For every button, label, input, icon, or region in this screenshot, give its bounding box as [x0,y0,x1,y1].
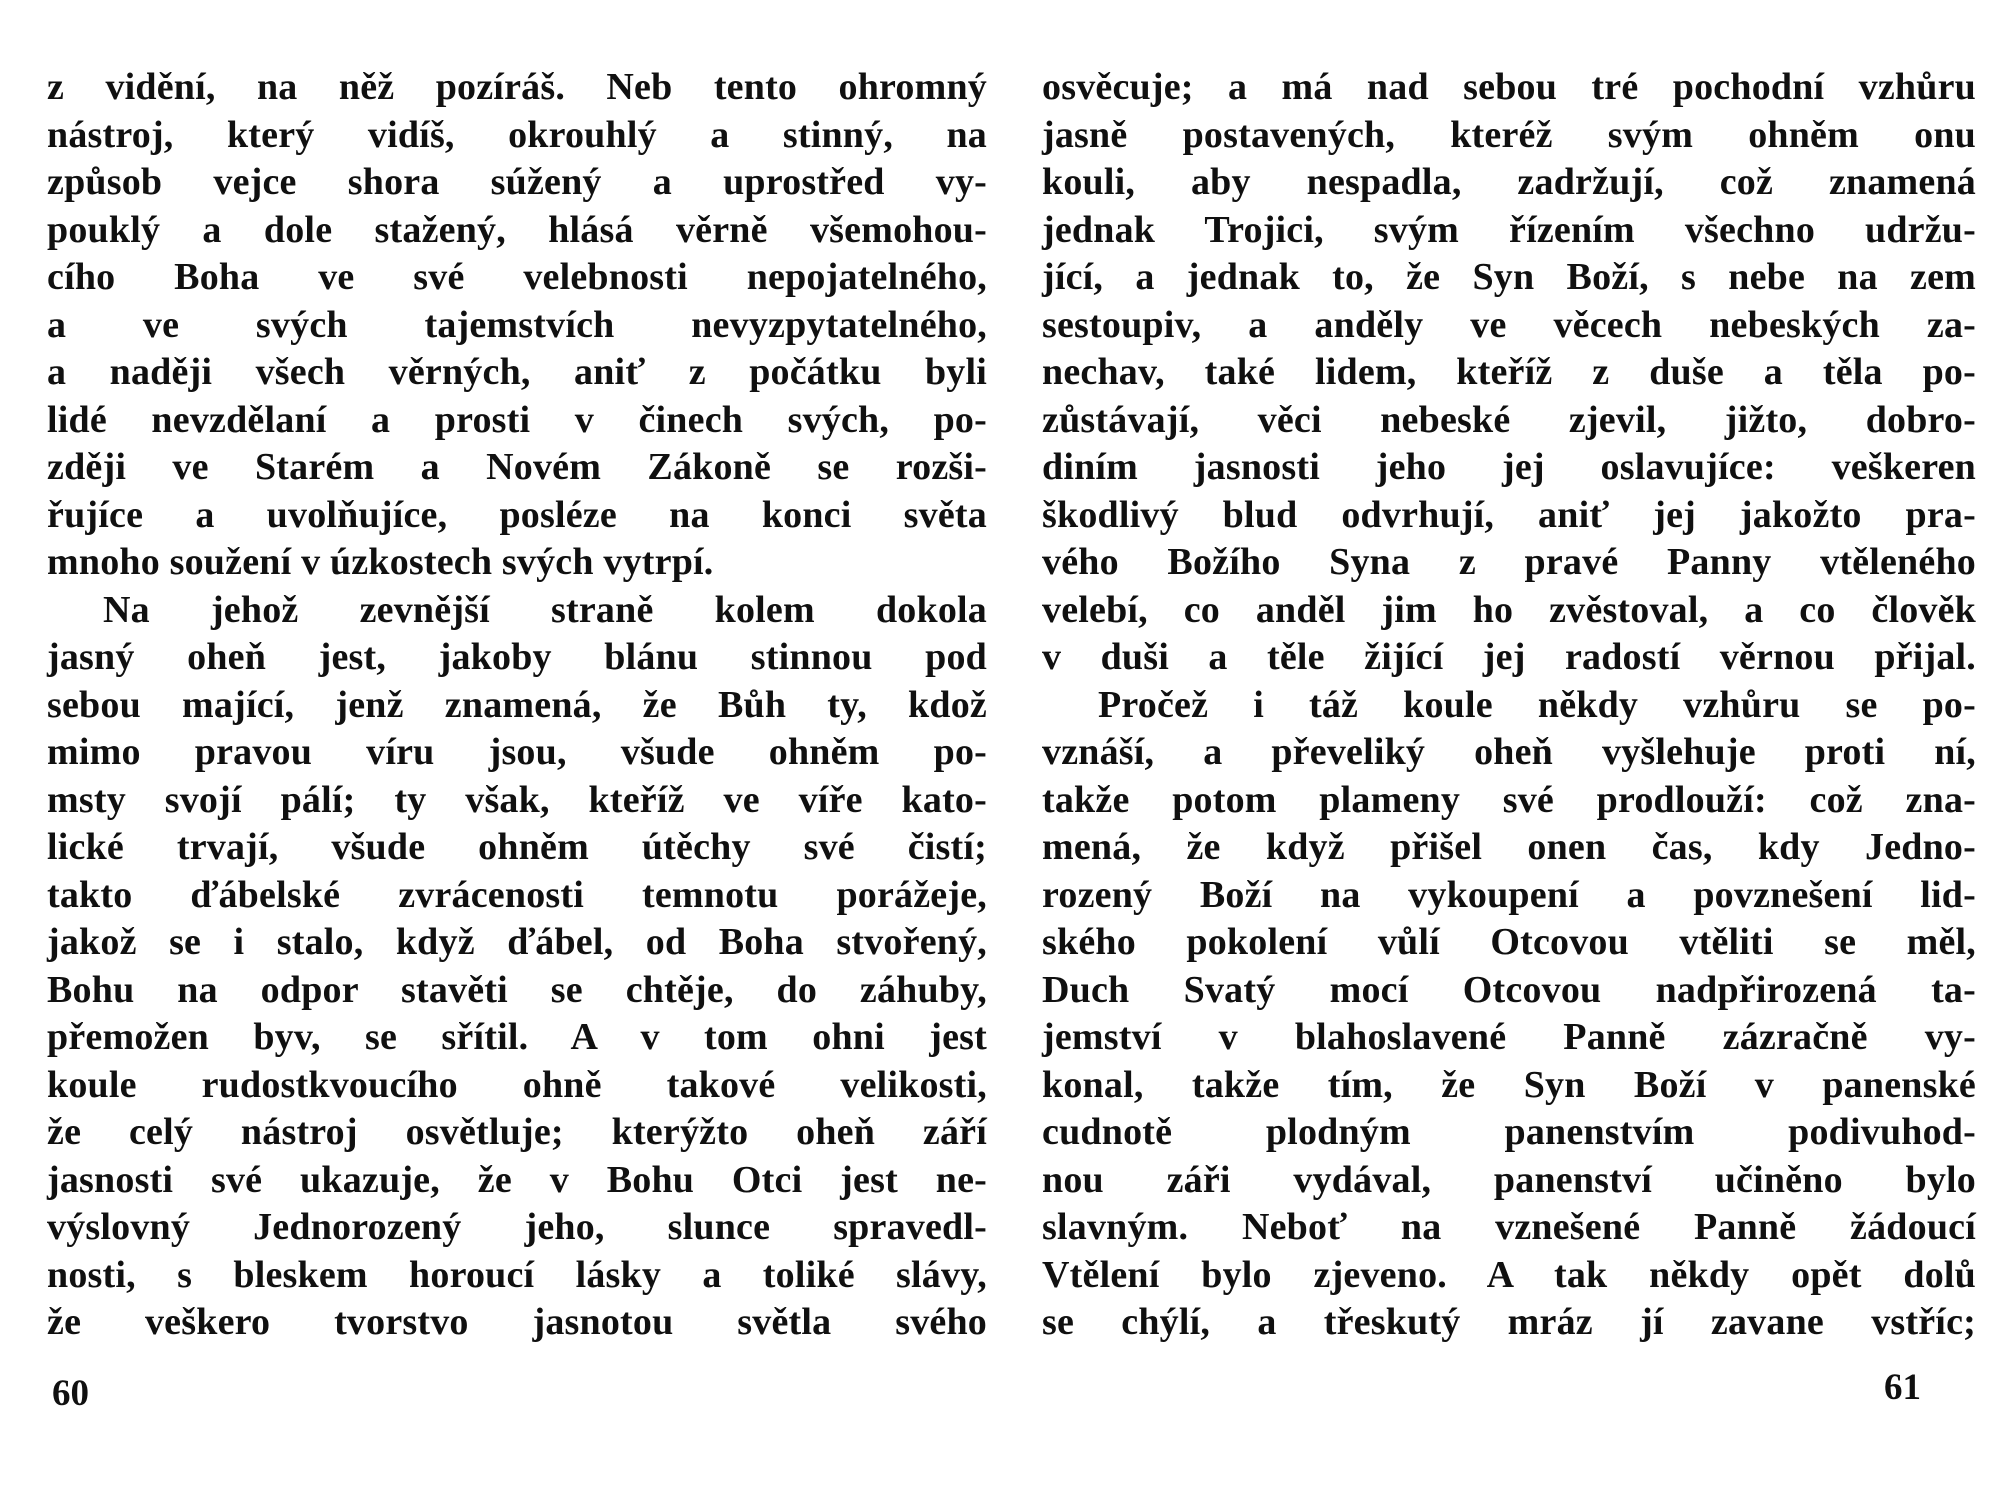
text-line: konal, takže tím, že Syn Boží v panenské [1042,1063,1976,1106]
text-line: vého Božího Syna z pravé Panny vtěleného [1042,541,1976,583]
text-line: mnoho soužení v úzkostech svých vytrpí. [47,541,714,583]
text-line: lidé nevzdělaní a prosti v činech svých, po- [47,398,987,441]
text-line: velebí, co anděl jim ho zvěstoval, a co člověk [1042,588,1976,631]
text-line: způsob vejce shora súžený a uprostřed vy- [47,161,987,203]
text-line: jednak Trojici, svým řízením všechno udržu- [1042,208,1976,251]
text-line: Na jehož zevnější straně kolem dokola [103,588,987,631]
page-number-left: 60 [52,1373,89,1414]
text-line: mená, že když přišel onen čas, kdy Jedno- [1042,826,1976,868]
text-line: takže potom plameny své prodlouží: což zna- [1042,778,1976,821]
text-line: msty svojí pálí; ty však, kteříž ve víře kato- [47,778,987,821]
text-line: osvěcuje; a má nad sebou tré pochodní vzhůru [1042,66,1976,108]
text-line: Vtělení bylo zjeveno. A tak někdy opět dolů [1042,1253,1976,1296]
text-line: kouli, aby nespadla, zadržují, což znamená [1042,161,1976,203]
text-line: Pročež i táž koule někdy vzhůru se po- [1098,683,1976,726]
text-line: že veškero tvorstvo jasnotou světla svého [47,1301,987,1343]
text-line: a ve svých tajemstvích nevyzpytatelného, [47,303,987,346]
text-line: jící, a jednak to, že Syn Boží, s nebe na zem [1042,256,1976,298]
text-line: nechav, také lidem, kteříž z duše a těla po- [1042,351,1976,393]
text-line: ského pokolení vůlí Otcovou vtěliti se měl, [1042,921,1976,963]
text-line: sebou mající, jenž znamená, že Bůh ty, kdož [47,683,987,726]
text-line: se chýlí, a třeskutý mráz jí zavane vstříc; [1042,1301,1976,1343]
text-line: že celý nástroj osvětluje; kterýžto oheň září [47,1111,987,1153]
text-line: Duch Svatý mocí Otcovou nadpřirozená ta- [1042,968,1976,1011]
text-line: rozený Boží na vykoupení a povznešení lid- [1042,873,1976,916]
text-line: jakož se i stalo, když ďábel, od Boha stvořený, [47,921,987,963]
text-line: zůstávají, věci nebeské zjevil, jižto, dobro- [1042,398,1976,441]
text-line: vznáší, a převeliký oheň vyšlehuje proti ní, [1042,731,1976,773]
text-line: Bohu na odpor stavěti se chtěje, do záhuby, [47,968,987,1011]
text-line: cudnotě plodným panenstvím podivuhod- [1042,1111,1976,1153]
page-60-text-column [47,64,987,1347]
text-line: jasně postavených, kteréž svým ohněm onu [1042,113,1976,156]
text-line: mimo pravou víru jsou, všude ohněm po- [47,731,987,773]
text-line: diním jasnosti jeho jej oslavujíce: veškeren [1042,446,1976,488]
text-line: jasný oheň jest, jakoby blánu stinnou pod [47,636,987,678]
text-line: cího Boha ve své velebnosti nepojatelného, [47,256,987,298]
text-line: nou záři vydával, panenství učiněno bylo [1042,1158,1976,1201]
text-line: přemožen byv, se sřítil. A v tom ohni jest [47,1016,987,1058]
text-line: jasnosti své ukazuje, že v Bohu Otci jest ne- [47,1158,987,1201]
text-line: škodlivý blud odvrhují, aniť jej jakožto pra- [1042,493,1976,536]
text-line: a naději všech věrných, aniť z počátku byli [47,351,987,393]
text-line: řujíce a uvolňujíce, posléze na konci světa [47,493,987,536]
text-line: zději ve Starém a Novém Zákoně se rozši- [47,446,987,488]
text-line: sestoupiv, a anděly ve věcech nebeských za- [1042,303,1976,346]
text-line: nosti, s bleskem horoucí lásky a toliké slávy, [47,1253,987,1296]
page-61-text-column [1042,64,1976,1347]
text-line: koule rudostkvoucího ohně takové velikosti, [47,1063,987,1106]
text-line: v duši a těle žijící jej radostí věrnou přijal. [1042,636,1976,678]
text-line: pouklý a dole stažený, hlásá věrně všemohou- [47,208,987,251]
page-number-right: 61 [1884,1367,1921,1408]
text-line: slavným. Neboť na vznešené Panně žádoucí [1042,1206,1976,1248]
text-line: z vidění, na něž pozíráš. Neb tento ohromný [47,66,987,108]
text-line: takto ďábelské zvrácenosti temnotu porážeje, [47,873,987,916]
text-line: jemství v blahoslavené Panně zázračně vy- [1042,1016,1976,1058]
text-line: výslovný Jednorozený jeho, slunce spravedl- [47,1206,987,1248]
text-line: nástroj, který vidíš, okrouhlý a stinný, na [47,113,987,156]
text-line: lické trvají, všude ohněm útěchy své čistí; [47,826,987,868]
